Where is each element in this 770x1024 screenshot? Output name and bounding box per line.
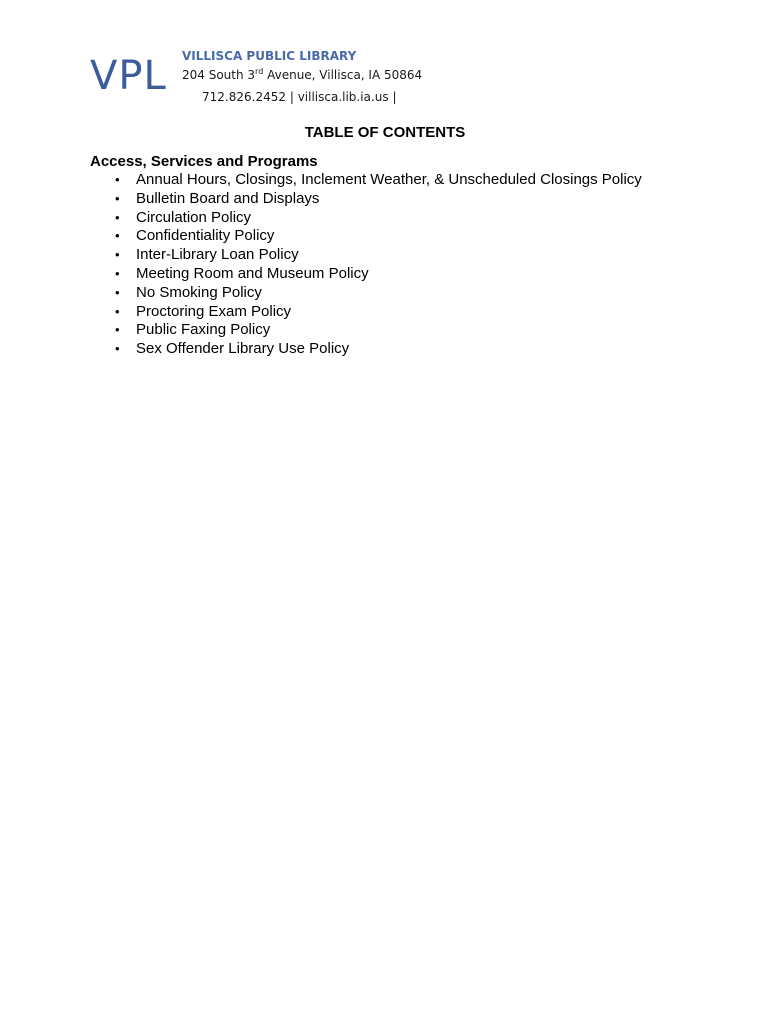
library-logo: VPL — [90, 53, 167, 99]
address-prefix: 204 South 3 — [182, 68, 256, 82]
bullet-icon: • — [115, 284, 120, 300]
bullet-icon: • — [115, 209, 120, 225]
toc-item-label: Inter-Library Loan Policy — [136, 246, 299, 264]
toc-item — [90, 284, 710, 303]
toc-item — [90, 227, 710, 246]
toc-item — [90, 209, 710, 228]
bullet-icon: • — [115, 341, 120, 357]
letterhead — [0, 0, 770, 110]
bullet-icon: • — [115, 172, 120, 187]
address-superscript: rd — [255, 67, 264, 76]
contact-separator: | — [289, 90, 294, 104]
toc-item-label: Sex Offender Library Use Policy — [136, 340, 350, 358]
toc-item — [90, 265, 710, 284]
section-heading: Access, Services and Programs — [90, 153, 318, 170]
bullet-icon: • — [115, 265, 120, 281]
toc-item — [90, 303, 710, 322]
toc-item — [90, 321, 710, 340]
toc-list — [90, 171, 710, 359]
contact-trailing-separator: | — [392, 90, 397, 104]
toc-item — [90, 340, 710, 359]
library-name: VILLISCA PUBLIC LIBRARY — [182, 49, 357, 63]
toc-item — [90, 171, 710, 190]
bullet-icon: • — [115, 247, 120, 263]
bullet-icon: • — [115, 322, 120, 338]
toc-item-label: Proctoring Exam Policy — [136, 302, 292, 320]
toc-item-label: Confidentiality Policy — [136, 227, 275, 245]
website-text: villisca.lib.ia.us — [297, 90, 389, 104]
toc-item-label: Annual Hours, Closings, Inclement Weather, & Unscheduled Closings Policy — [136, 171, 642, 188]
toc-item-label: Public Faxing Policy — [136, 321, 271, 339]
toc-item-label: Bulletin Board and Displays — [136, 189, 320, 207]
bullet-icon: • — [115, 228, 120, 244]
toc-title — [0, 123, 770, 143]
toc-item — [90, 190, 710, 209]
address-suffix: Avenue, Villisca, IA 50864 — [263, 68, 423, 82]
toc-item-label: No Smoking Policy — [136, 283, 262, 301]
toc-title-text: TABLE OF CONTENTS — [304, 124, 466, 141]
toc-item-label: Circulation Policy — [136, 208, 252, 226]
phone-number: 712.826.2452 — [202, 90, 286, 104]
library-contact — [202, 88, 396, 106]
bullet-icon: • — [115, 190, 120, 206]
toc-item-label: Meeting Room and Museum Policy — [136, 264, 369, 282]
bullet-icon: • — [115, 303, 120, 319]
library-address — [182, 66, 422, 84]
toc-item — [90, 246, 710, 265]
